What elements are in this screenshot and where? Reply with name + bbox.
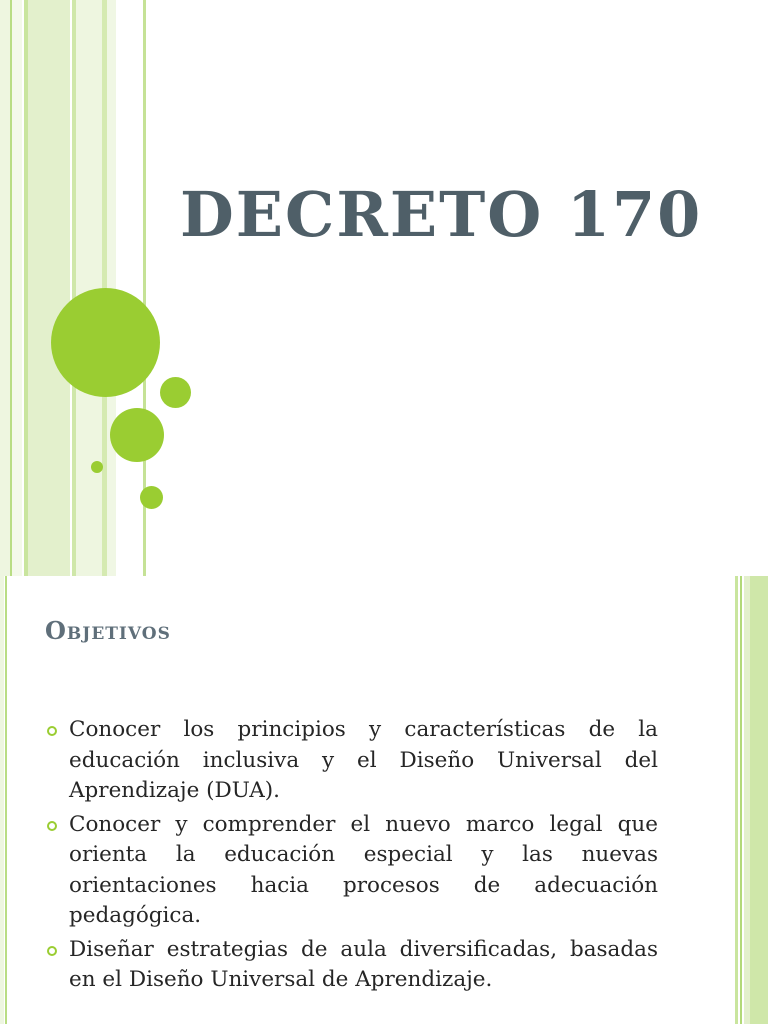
decorative-stripe bbox=[0, 576, 4, 1024]
decorative-stripe bbox=[5, 576, 7, 1024]
bullet-ring-icon bbox=[47, 821, 57, 831]
decorative-circle-large bbox=[51, 288, 160, 397]
decorative-stripe bbox=[0, 0, 10, 576]
list-item bbox=[46, 810, 658, 932]
decorative-circle-small bbox=[160, 377, 191, 408]
slide-heading: Objetivos bbox=[45, 616, 171, 645]
list-item bbox=[46, 935, 658, 996]
bullet-ring-icon bbox=[47, 946, 57, 956]
slide-title: DECRETO 170 bbox=[180, 178, 703, 251]
decorative-stripe bbox=[735, 576, 738, 1024]
bullet-ring-icon bbox=[47, 726, 57, 736]
decorative-stripe bbox=[740, 576, 742, 1024]
decorative-stripe bbox=[28, 0, 70, 576]
list-item-text: Conocer y comprender el nuevo marco legal que orienta la educación especial y las nuevas orientaciones hacia procesos de adecuación pedagógica. bbox=[69, 811, 658, 928]
decorative-circle-small bbox=[140, 486, 163, 509]
list-item-text: Diseñar estrategias de aula diversificadas, basadas en el Diseño Universal de Aprendizaje. bbox=[69, 936, 658, 992]
decorative-circle-medium bbox=[110, 408, 164, 462]
decorative-circle-tiny bbox=[91, 461, 103, 473]
objectives-list bbox=[46, 715, 658, 999]
decorative-stripe bbox=[750, 576, 768, 1024]
list-item-text: Conocer los principios y características de la educación inclusiva y el Diseño Universal del Aprendizaje (DUA). bbox=[69, 717, 658, 803]
list-item bbox=[46, 715, 658, 807]
decorative-stripe bbox=[12, 0, 22, 576]
